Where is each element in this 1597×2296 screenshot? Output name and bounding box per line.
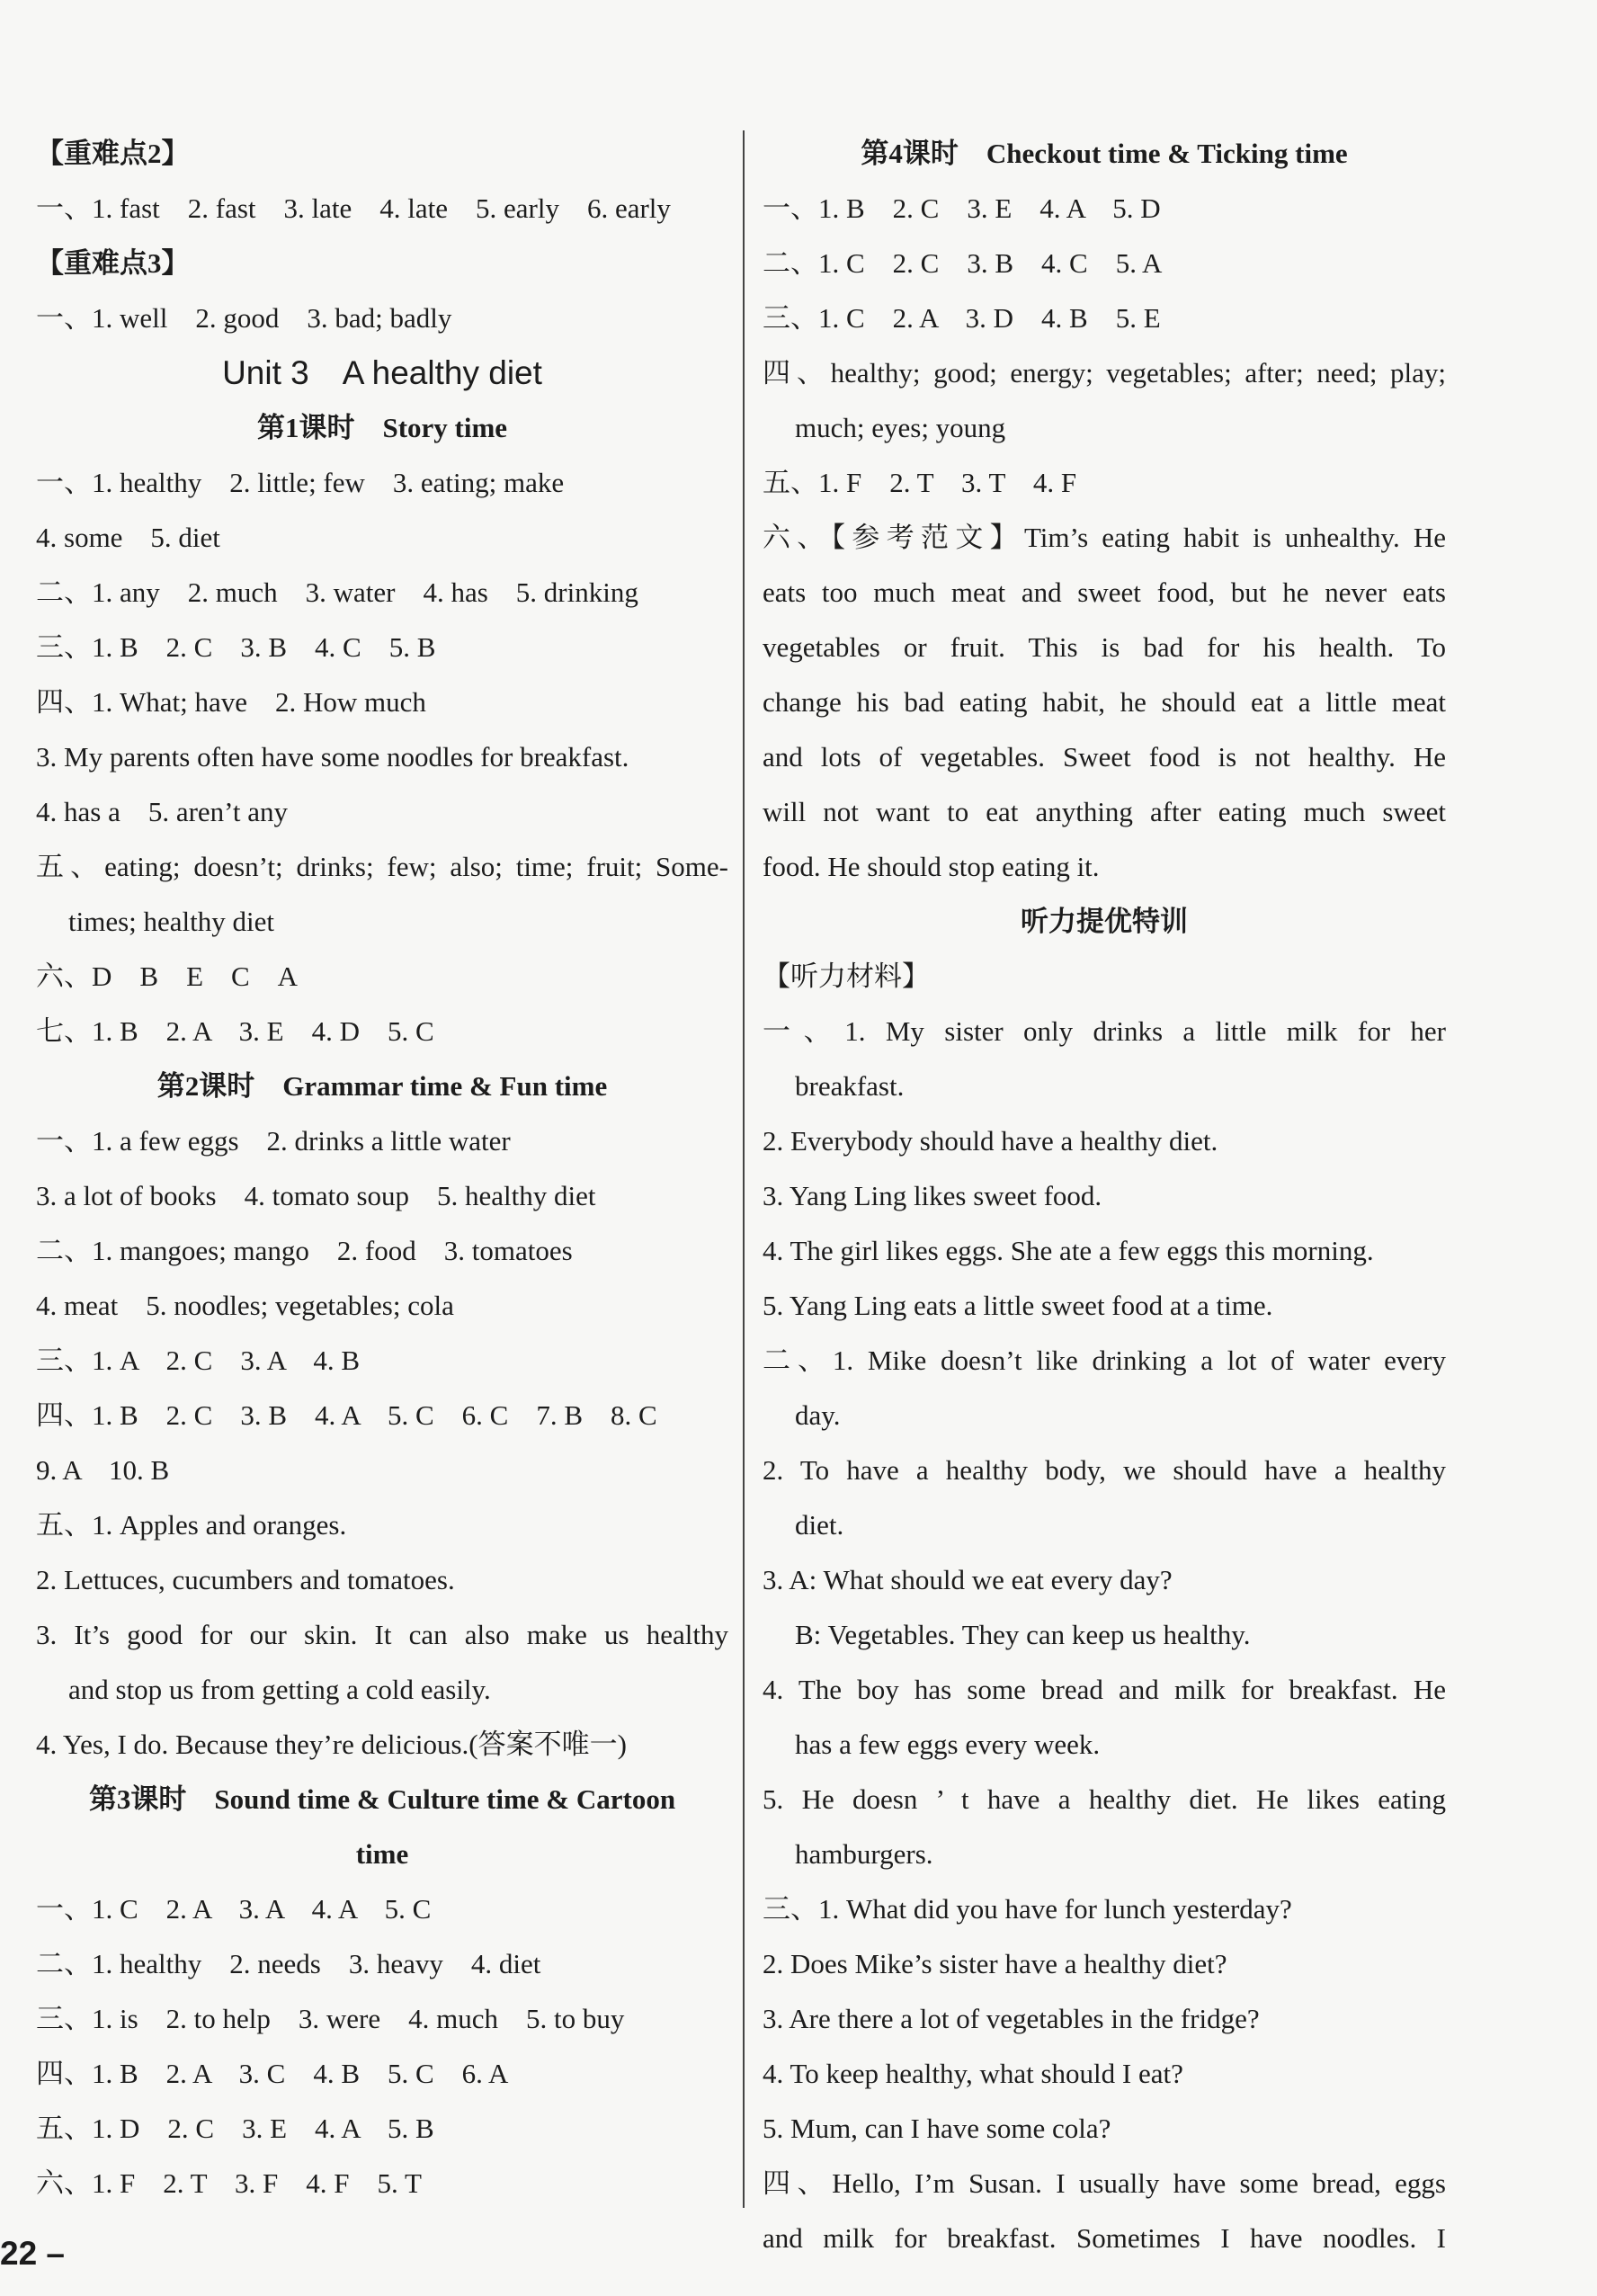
right-line-11: and lots of vegetables. Sweet food is not healthy. He: [763, 741, 1446, 773]
right-line-21: 5. Yang Ling eats a little sweet food at a time.: [763, 1290, 1273, 1321]
left-line-27: 3. It’s good for our skin. It can also make us healthy: [36, 1619, 728, 1650]
right-column: [763, 126, 1446, 2265]
left-line-34: 三、1. is 2. to help 3. were 4. much 5. to buy: [36, 2003, 625, 2034]
right-line-20: 4. The girl likes eggs. She ate a few eggs this morning.: [763, 1235, 1374, 1266]
left-line-25: 五、1. Apples and oranges.: [36, 1509, 347, 1541]
right-line-24: 2. To have a healthy body, we should have a healthy: [763, 1454, 1446, 1486]
left-line-22: 三、1. A 2. C 3. A 4. B: [36, 1345, 360, 1376]
left-line-32: 一、1. C 2. A 3. A 4. A 5. C: [36, 1893, 432, 1925]
left-line-35: 四、1. B 2. A 3. C 4. B 5. C 6. A: [36, 2058, 509, 2089]
left-line-26: 2. Lettuces, cucumbers and tomatoes.: [36, 1564, 455, 1595]
right-line-2: 二、1. C 2. C 3. B 4. C 5. A: [763, 247, 1163, 279]
right-line-8: eats too much meat and sweet food, but he never eats: [763, 576, 1446, 608]
left-line-17: 第2课时 Grammar time & Fun time: [156, 1070, 608, 1102]
left-line-12: 4. has a 5. aren’t any: [36, 796, 289, 827]
left-line-31: time: [355, 1838, 409, 1870]
right-line-32: 三、1. What did you have for lunch yesterday?: [763, 1893, 1292, 1925]
right-line-26: 3. A: What should we eat every day?: [763, 1564, 1173, 1595]
left-line-2: 【重难点3】: [36, 247, 190, 279]
right-line-12: will not want to eat anything after eating much sweet: [763, 796, 1446, 827]
right-line-15: 【听力材料】: [763, 960, 930, 992]
right-line-10: change his bad eating habit, he should eat a little meat: [763, 686, 1446, 718]
left-column: [36, 126, 728, 2211]
left-line-4: Unit 3 A healthy diet: [222, 354, 542, 391]
right-line-1: 一、1. B 2. C 3. E 4. A 5. D: [763, 192, 1161, 224]
right-line-25: diet.: [795, 1509, 844, 1541]
right-line-0: 第4课时 Checkout time & Ticking time: [861, 138, 1348, 169]
left-line-33: 二、1. healthy 2. needs 3. heavy 4. diet: [36, 1948, 541, 1979]
left-line-3: 一、1. well 2. good 3. bad; badly: [36, 302, 452, 334]
left-line-19: 3. a lot of books 4. tomato soup 5. healthy diet: [36, 1180, 596, 1211]
left-line-15: 六、D B E C A: [36, 960, 299, 992]
right-line-13: food. He should stop eating it.: [763, 851, 1100, 882]
right-line-34: 3. Are there a lot of vegetables in the fridge?: [763, 2003, 1260, 2034]
left-line-36: 五、1. D 2. C 3. E 4. A 5. B: [36, 2113, 434, 2144]
right-line-18: 2. Everybody should have a healthy diet.: [763, 1125, 1218, 1157]
left-line-11: 3. My parents often have some noodles for breakfast.: [36, 741, 629, 773]
right-line-17: breakfast.: [795, 1070, 905, 1102]
left-line-0: 【重难点2】: [36, 138, 190, 169]
left-line-37: 六、1. F 2. T 3. F 4. F 5. T: [36, 2167, 422, 2199]
left-line-7: 4. some 5. diet: [36, 522, 220, 553]
right-line-23: day.: [795, 1399, 841, 1431]
right-line-35: 4. To keep healthy, what should I eat?: [763, 2058, 1183, 2089]
left-line-13: 五、eating; doesn’t; drinks; few; also; time; fruit; Some-: [36, 851, 728, 882]
left-line-8: 二、1. any 2. much 3. water 4. has 5. drinking: [36, 576, 638, 608]
left-line-29: 4. Yes, I do. Because they’re delicious.(答案不唯一): [36, 1729, 627, 1760]
column-divider: [743, 130, 745, 2208]
right-line-37: 四、Hello, I’m Susan. I usually have some bread, eggs: [763, 2167, 1446, 2199]
left-line-20: 二、1. mangoes; mango 2. food 3. tomatoes: [36, 1235, 573, 1266]
left-line-9: 三、1. B 2. C 3. B 4. C 5. B: [36, 631, 436, 663]
left-line-5: 第1课时 Story time: [256, 412, 508, 443]
left-line-16: 七、1. B 2. A 3. E 4. D 5. C: [36, 1015, 434, 1047]
right-line-22: 二、1. Mike doesn’t like drinking a lot of water every: [763, 1345, 1446, 1376]
right-line-33: 2. Does Mike’s sister have a healthy diet?: [763, 1948, 1227, 1979]
left-line-21: 4. meat 5. noodles; vegetables; cola: [36, 1290, 454, 1321]
left-line-30: 第3课时 Sound time & Culture time & Cartoon: [88, 1783, 676, 1815]
right-line-7: 六、【参考范文】Tim’s eating habit is unhealthy. He: [763, 522, 1446, 553]
left-line-1: 一、1. fast 2. fast 3. late 4. late 5. early 6. early: [36, 192, 671, 224]
left-line-23: 四、1. B 2. C 3. B 4. A 5. C 6. C 7. B 8. C: [36, 1399, 657, 1431]
right-line-27: B: Vegetables. They can keep us healthy.: [795, 1619, 1251, 1650]
left-line-14: times; healthy diet: [68, 906, 275, 937]
right-line-9: vegetables or fruit. This is bad for his health. To: [763, 631, 1446, 663]
right-line-36: 5. Mum, can I have some cola?: [763, 2113, 1111, 2144]
left-line-24: 9. A 10. B: [36, 1454, 170, 1486]
right-line-6: 五、1. F 2. T 3. T 4. F: [763, 467, 1077, 498]
left-line-28: and stop us from getting a cold easily.: [68, 1674, 491, 1705]
right-line-5: much; eyes; young: [795, 412, 1006, 443]
left-line-18: 一、1. a few eggs 2. drinks a little water: [36, 1125, 511, 1157]
right-line-16: 一、1. My sister only drinks a little milk for her: [763, 1015, 1446, 1047]
right-line-29: has a few eggs every week.: [795, 1729, 1101, 1760]
right-line-3: 三、1. C 2. A 3. D 4. B 5. E: [763, 302, 1161, 334]
right-line-30: 5. He doesn ’ t have a healthy diet. He likes eating: [763, 1783, 1446, 1815]
right-line-31: hamburgers.: [795, 1838, 933, 1870]
left-line-6: 一、1. healthy 2. little; few 3. eating; make: [36, 467, 565, 498]
right-line-38: and milk for breakfast. Sometimes I have noodles. I: [763, 2222, 1446, 2254]
right-line-4: 四、healthy; good; energy; vegetables; after; need; play;: [763, 357, 1446, 389]
left-line-10: 四、1. What; have 2. How much: [36, 686, 426, 718]
right-line-14: 听力提优特训: [1021, 906, 1188, 937]
right-line-19: 3. Yang Ling likes sweet food.: [763, 1180, 1102, 1211]
right-line-28: 4. The boy has some bread and milk for breakfast. He: [763, 1674, 1446, 1705]
page-number: 22 –: [0, 2235, 66, 2272]
